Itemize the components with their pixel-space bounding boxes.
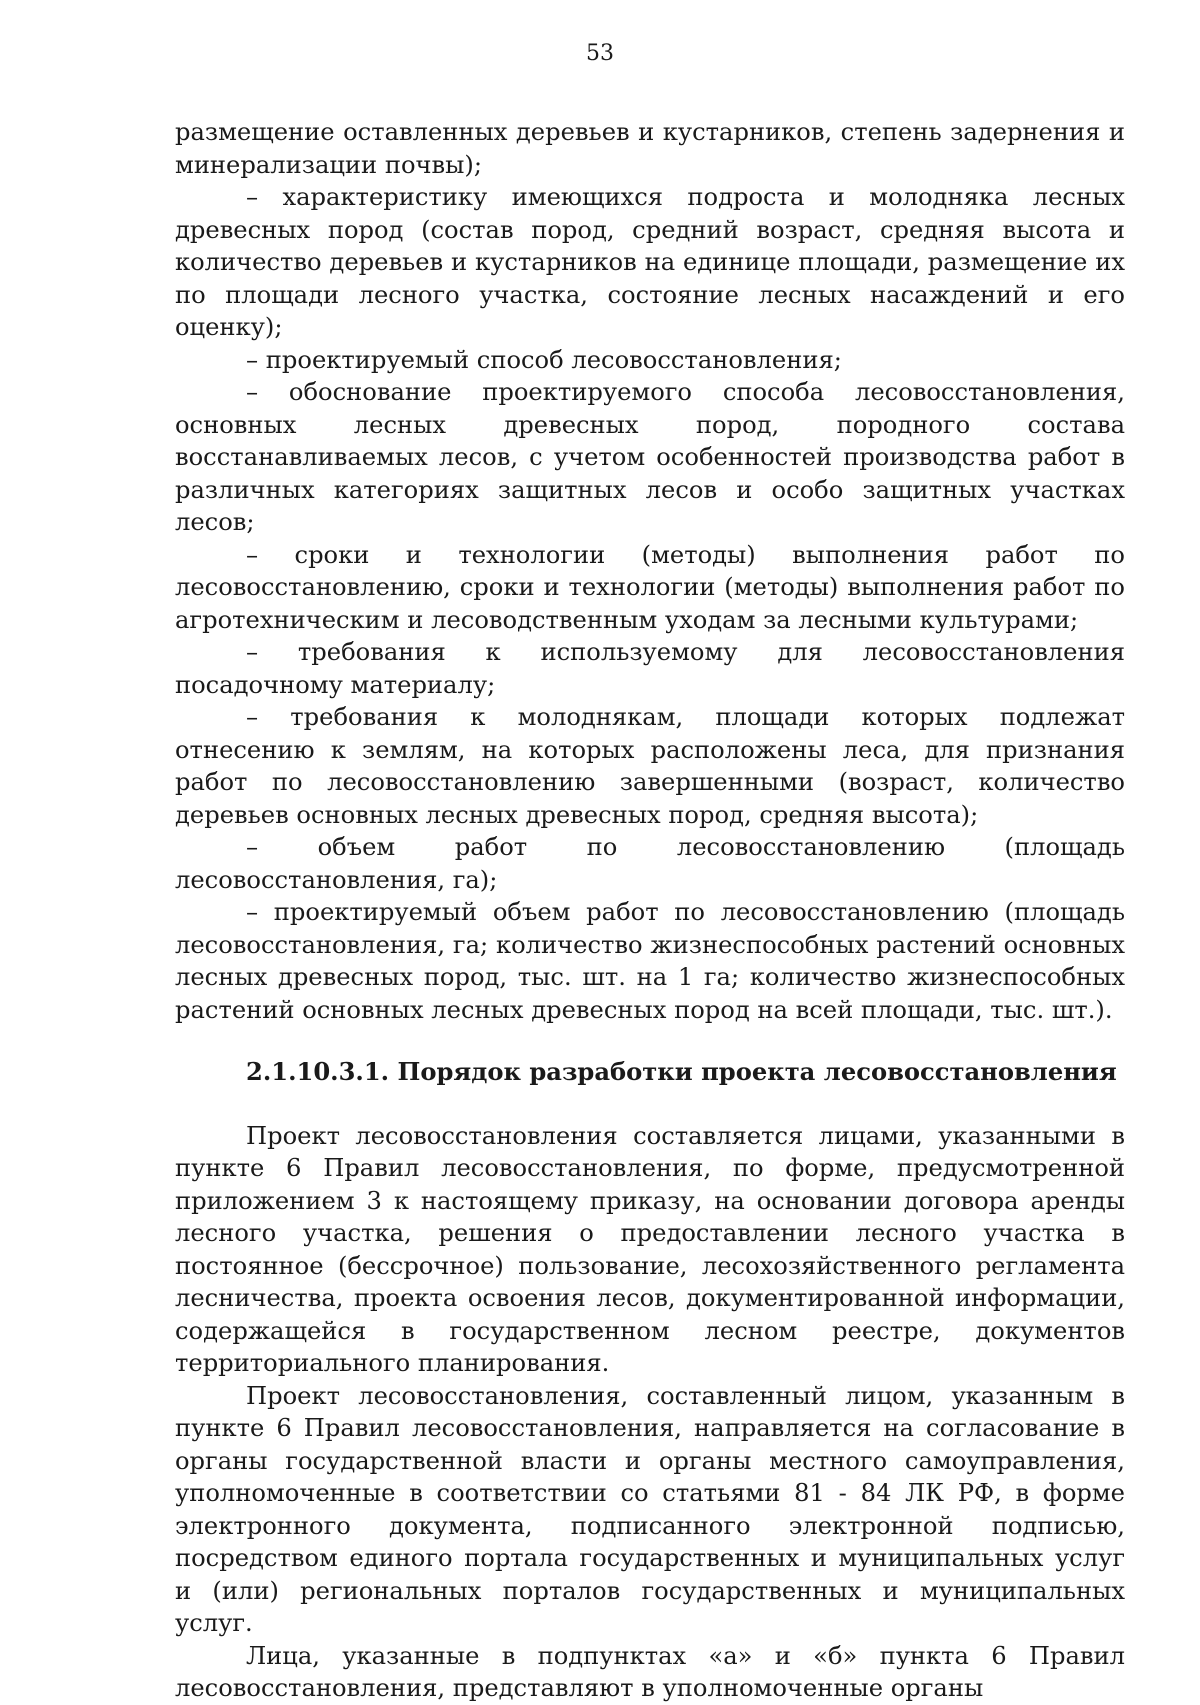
list-item: – сроки и технологии (методы) выполнения работ по лесовосстановлению, сроки и технологии (методы) выполнения работ по агротехническим и лесоводственным уходам за лесными культурами; [175, 540, 1125, 634]
page-number: 53 [586, 41, 614, 66]
list-item: – требования к молоднякам, площади которых подлежат отнесению к землям, на которых расположены леса, для признания работ по лесовосстановлению завершенными (возраст, количество деревьев основных лесных древесных пород, средняя высота); [175, 703, 1125, 829]
paragraph: Проект лесовосстановления составляется лицами, указанными в пункте 6 Правил лесовосстановления, по форме, предусмотренной приложением 3 к настоящему приказу, на основании договора аренды лесного участка, решения о предоставлении лесного участка в постоянное (бессрочное) пользование, лесохозяйственного регламента лесничества, проекта освоения лесов, документированной информации, содержащейся в государственном лесном реестре, документов территориального планирования. [175, 1121, 1125, 1377]
list-item: – обоснование проектируемого способа лесовосстановления, основных лесных древесных пород, породного состава восстанавливаемых лесов, с учетом особенностей производства работ в различных категориях защитных лесов и особо защитных участках лесов; [175, 378, 1125, 536]
document-body [175, 116, 1125, 1705]
list-item: – проектируемый объем работ по лесовосстановлению (площадь лесовосстановления, га; количество жизнеспособных растений основных лесных древесных пород, тыс. шт. на 1 га; количество жизнеспособных растений основных лесных древесных пород на всей площади, тыс. шт.). [175, 898, 1125, 1024]
paragraph: Проект лесовосстановления, составленный лицом, указанным в пункте 6 Правил лесовосстановления, направляется на согласование в органы государственной власти и органы местного самоуправления, уполномоченные в соответствии со статьями 81 - 84 ЛК РФ, в форме электронного документа, подписанного электронной подписью, посредством единого портала государственных и муниципальных услуг и (или) региональных порталов государственных и муниципальных услуг. [175, 1381, 1125, 1637]
paragraph: Лица, указанные в подпунктах «а» и «б» пункта 6 Правил лесовосстановления, представляют в уполномоченные органы [175, 1641, 1125, 1702]
section-heading: 2.1.10.3.1. Порядок разработки проекта лесовосстановления [246, 1057, 1117, 1086]
list-item: – проектируемый способ лесовосстановления; [246, 345, 842, 374]
list-item: – характеристику имеющихся подроста и молодняка лесных древесных пород (состав пород, средний возраст, средняя высота и количество деревьев и кустарников на единице площади, размещение их по площади лесного участка, состояние лесных насаждений и его оценку); [175, 183, 1125, 341]
paragraph-continuation: размещение оставленных деревьев и кустарников, степень задернения и минерализации почвы); [175, 118, 1125, 179]
list-item: – требования к используемому для лесовосстановления посадочному материалу; [175, 638, 1125, 699]
list-item: – объем работ по лесовосстановлению (площадь лесовосстановления, га); [175, 833, 1125, 894]
